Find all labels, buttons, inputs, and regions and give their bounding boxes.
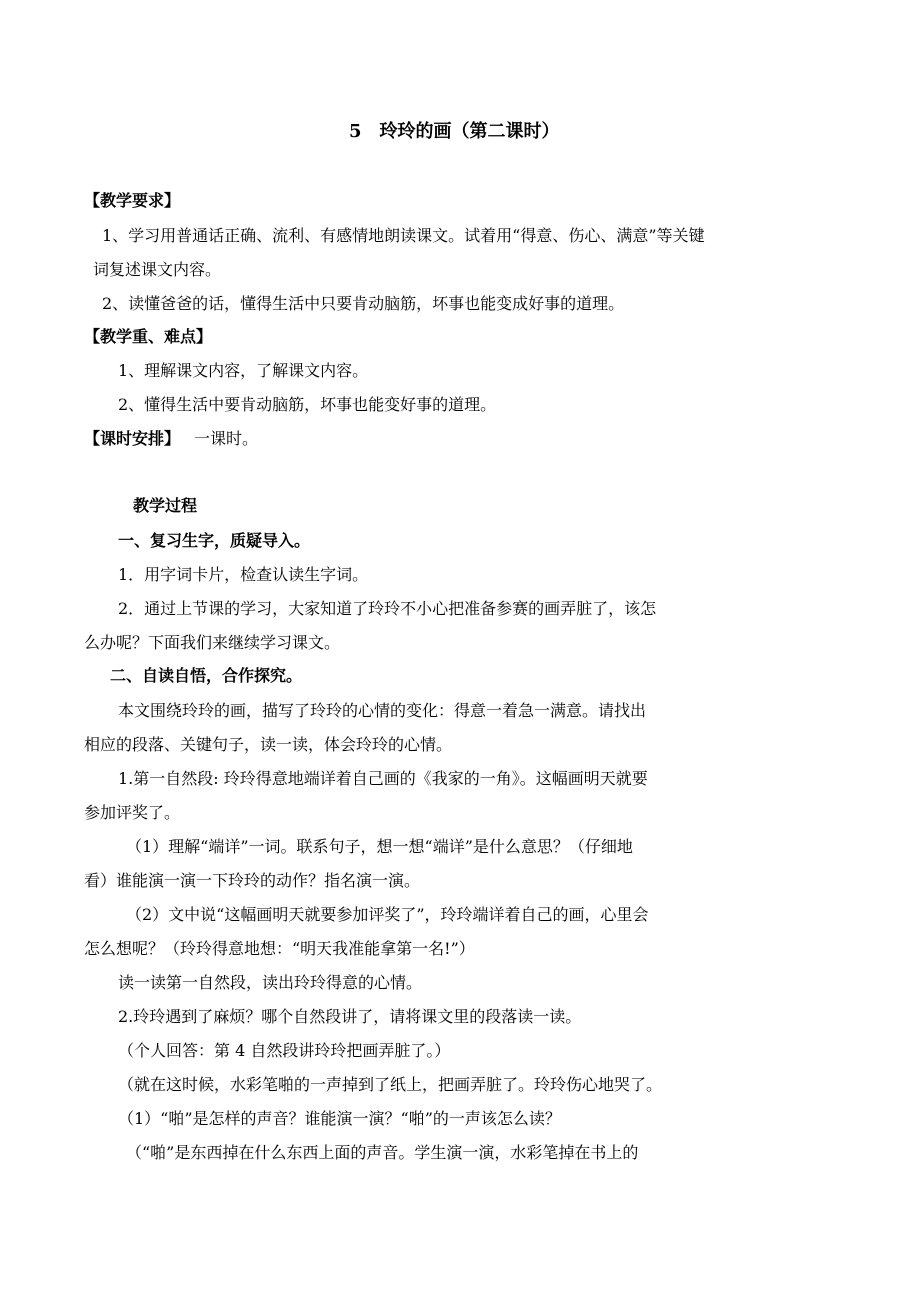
process-heading: 教学过程 xyxy=(133,496,198,515)
section2-q3: （1）“啪”是怎样的声音？谁能演一演？“啪”的一声该怎么读？ xyxy=(118,1109,561,1128)
section2-quote: （就在这时候，水彩笔啪的一声掉到了纸上，把画弄脏了。玲玲伤心地哭了。 xyxy=(118,1075,663,1094)
section2-heading: 二、自读自悟，合作探究。 xyxy=(110,666,303,685)
key-points-item1: 1、理解课文内容，了解课文内容。 xyxy=(118,361,369,380)
requirements-item2: 2、读懂爸爸的话，懂得生活中只要肯动脑筋，坏事也能变成好事的道理。 xyxy=(102,294,625,313)
section1-p2-line2: 么办呢？下面我们来继续学习课文。 xyxy=(84,633,341,652)
section2-read1: 读一读第一自然段，读出玲玲得意的心情。 xyxy=(118,973,423,992)
requirements-item1-line1: 1、学习用普通话正确、流利、有感情地朗读课文。试着用“得意、伤心、满意”等关键 xyxy=(102,226,705,245)
section2-p2: 2.玲玲遇到了麻烦？哪个自然段讲了，请将课文里的段落读一读。 xyxy=(118,1007,582,1026)
section1-p2-line1: 2．通过上节课的学习，大家知道了玲玲不小心把准备参赛的画弄脏了，该怎 xyxy=(118,599,657,618)
section2-p1-line1: 1.第一自然段: 玲玲得意地端详着自己画的《我家的一角》。这幅画明天就要 xyxy=(118,769,648,788)
key-points-heading: 【教学重、难点】 xyxy=(84,327,213,346)
section2-q3-answer: （“啪”是东西掉在什么东西上面的声音。学生演一演，水彩笔掉在书上的 xyxy=(126,1143,639,1162)
requirements-heading: 【教学要求】 xyxy=(84,191,181,210)
schedule-heading: 【课时安排】 xyxy=(84,429,181,448)
page-title: 5 玲玲的画（第二课时） xyxy=(349,121,560,142)
section2-p1-line2: 参加评奖了。 xyxy=(84,803,181,822)
requirements-item1-line2: 词复述课文内容。 xyxy=(93,260,222,279)
section2-q1-line1: （1）理解“端详”一词。联系句子，想一想“端详”是什么意思？（仔细地 xyxy=(126,837,633,856)
section2-intro-line2: 相应的段落、关键句子，读一读，体会玲玲的心情。 xyxy=(84,735,453,754)
section2-q1-line2: 看）谁能演一演一下玲玲的动作？指名演一演。 xyxy=(84,871,421,890)
section2-q2-line2: 怎么想呢？（玲玲得意地想：“明天我准能拿第一名!”） xyxy=(84,939,475,958)
schedule-row xyxy=(84,429,258,449)
section2-intro-line1: 本文围绕玲玲的画，描写了玲玲的心情的变化：得意一着急一满意。请找出 xyxy=(118,701,647,720)
section2-q2-line1: （2）文中说“这幅画明天就要参加评奖了”，玲玲端详着自己的画，心里会 xyxy=(126,905,649,924)
key-points-item2: 2、懂得生活中要肯动脑筋，坏事也能变好事的道理。 xyxy=(118,395,497,414)
section1-p1: 1．用字词卡片，检查认读生字词。 xyxy=(118,565,369,584)
section2-answer: （个人回答：第 4 自然段讲玲玲把画弄脏了。） xyxy=(118,1041,451,1060)
schedule-value: 一课时。 xyxy=(194,429,259,448)
section1-heading: 一、复习生字，质疑导入。 xyxy=(118,531,311,550)
